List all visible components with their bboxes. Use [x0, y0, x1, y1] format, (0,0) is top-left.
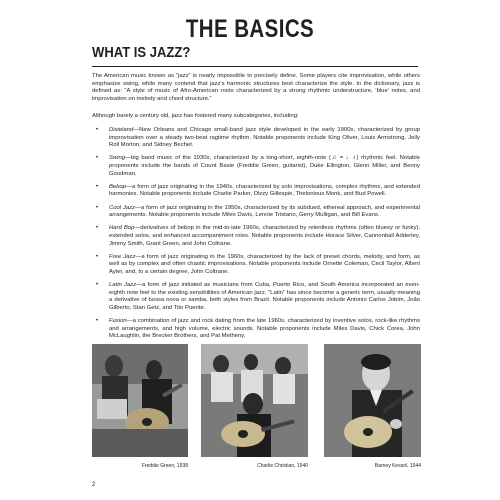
subcategory-description: —derivatives of bebop in the mid-to-late 1960s, characterized by relentless rhythms (often bluesy or funky), extended solos, and enhanced accompaniment roles. Notable proponents include Horace Silver, Cannonball Adderley, Jimmy Smith, Grant Green, and John Coltrane. — [109, 225, 420, 247]
subcategory-description: —a form of jazz initiated as musicians from Cuba, Puerto Rico, and South America incorporated an even-eighth note feel to the existing sensibilities of American jazz. “Latin” has since become a generic term, usually meaning a derivative of bossa nova or samba, both styles from Brazil. Notable proponents include Antonio Carlos Jobim, João Gilberto, Stan Getz, and Tito Puente. — [109, 282, 420, 311]
list-item — [92, 155, 420, 178]
photo-image — [201, 344, 308, 457]
photo-caption: Charlie Christian, 1940 — [257, 463, 308, 469]
subcategory-term: Hard Bop — [109, 225, 135, 232]
photo-freddie-green — [92, 344, 188, 457]
subcategory-description: —a form of jazz originating in the 1940s, characterized by solo improvisations, complex rhythms, and extended harmonies. Notable proponents include Charlie Parker, Dizzy Gillespie, Thelonious Monk, and Bud Powell. — [109, 183, 420, 198]
subcategory-description: —a form of jazz originating in the 1960s, characterized by the lack of preset chords, melody, and form, as well as by complex and often chaotic improvisations. Notable proponents include Ornette Coleman, Cecil Taylor, Albert Ayler, and, to a certain degree, John Coltrane. — [109, 253, 420, 275]
list-item — [92, 205, 420, 220]
list-item — [92, 318, 420, 341]
list-item — [92, 254, 420, 277]
list-item — [92, 282, 420, 312]
subcategory-description: —big band music of the 1930s, characterized by a long-short, eighth-note (♫ = ♩♪) rhythmic feel. Notable proponents include the bands of Count Basie (Freddie Green, guitarist), Duke Ellington, Glenn Miller, and Benny Goodman. — [109, 155, 420, 177]
photo-image — [92, 344, 188, 457]
bullet-icon: • — [96, 155, 99, 162]
photo-charlie-christian — [201, 344, 308, 457]
bullet-icon: • — [96, 225, 99, 232]
bullet-icon: • — [96, 204, 99, 211]
page-number: 2 — [92, 482, 96, 488]
subcategory-term: Latin Jazz — [109, 282, 137, 289]
list-item — [92, 127, 420, 150]
subcategory-list — [92, 127, 420, 346]
section-heading: WHAT IS JAZZ? — [92, 45, 191, 61]
subcategory-term: Cool Jazz — [109, 204, 136, 211]
intro-paragraph: The American music known as “jazz” is nearly impossible to precisely define. Some players cite improvisation, while others emphasize swing, while many contend that jazz’s harmonic structures best characterize the style. In the dictionary, jazz is defined as: “A style of music of Afro-American roots characterized by a strong rhythmic understructure, ‘blue’ notes, and improvisation on melody and chord structure.” — [92, 73, 420, 102]
photo-image — [324, 344, 421, 457]
subcategory-term: Free Jazz — [109, 253, 136, 260]
bullet-icon: • — [96, 253, 99, 260]
subcategory-term: Fusion — [109, 318, 127, 325]
photo-caption: Freddie Green, 1938 — [141, 463, 188, 469]
bullet-icon: • — [96, 183, 99, 190]
heading-rule — [92, 66, 418, 67]
list-item — [92, 225, 420, 248]
subcategory-description: —a form of jazz originating in the 1950s, characterized by its subdued, ethereal approach, and experimental arrangements. Notable proponents include Miles Davis, Lennie Tristano, Gerry Mulligan, and Bill Evans. — [109, 204, 420, 219]
bullet-icon: • — [96, 318, 99, 325]
bullet-icon: • — [96, 282, 99, 289]
subcategory-description: —New Orleans and Chicago small-band jazz style developed in the early 1900s, characterized by group improvisation over a steady two-beat ragtime rhythm. Notable proponents include King Oliver, Louis Armstrong, Jelly Roll Morton, and Sidney Bechet. — [109, 127, 420, 149]
photo-caption: Barney Kessel, 1944 — [374, 463, 421, 469]
subcategory-term: Swing — [109, 155, 126, 162]
page-title: THE BASICS — [185, 15, 315, 43]
subcategory-description: —a combination of jazz and rock dating from the late 1960s, characterized by inventive solos, rock-like rhythms and arrangements, and high volume, electric sounds. Notable proponents include Miles Davis, Chick Corea, John McLaughlin, the Brecker Brothers, and Pat Metheny. — [109, 318, 420, 340]
subcategory-term: Dixieland — [109, 127, 134, 133]
subcategories-intro: Although barely a century old, jazz has fostered many subcategories, including: — [92, 113, 299, 119]
photo-barney-kessel — [324, 344, 421, 457]
list-item — [92, 184, 420, 199]
bullet-icon: • — [96, 127, 99, 133]
subcategory-term: Bebop — [109, 183, 127, 190]
